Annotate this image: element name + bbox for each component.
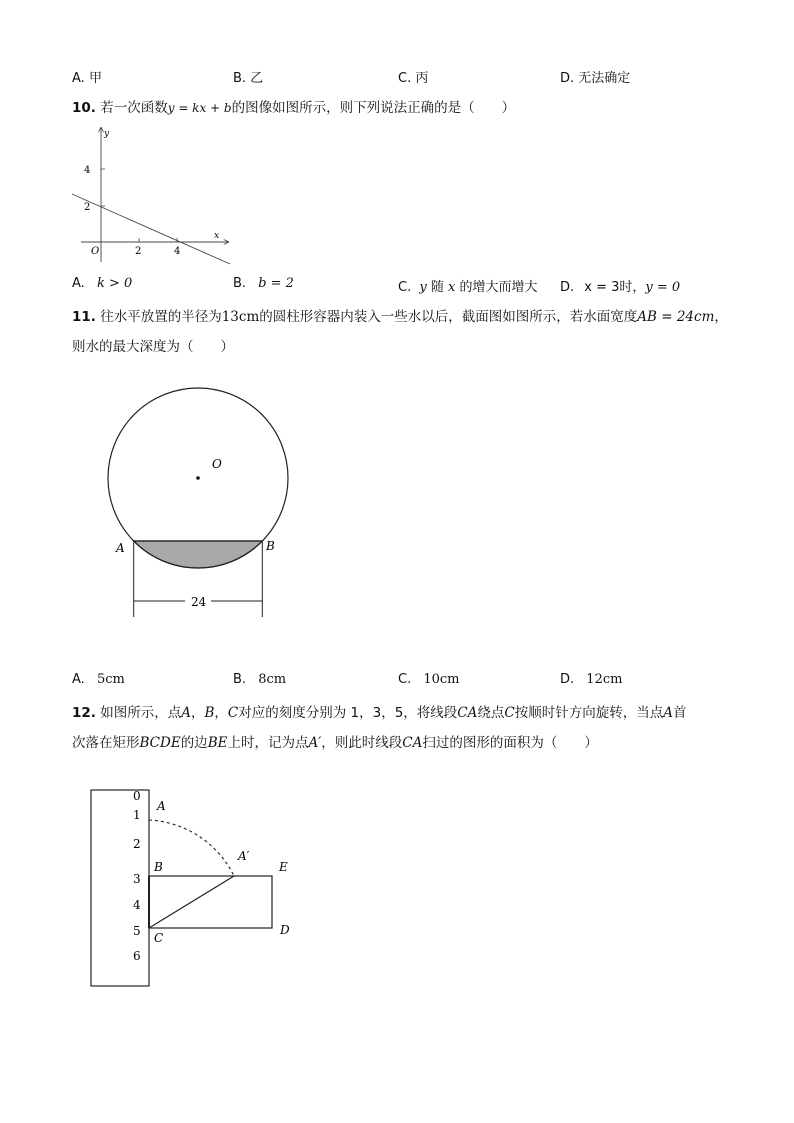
question-number: 11. xyxy=(72,309,96,325)
point-d-label: D xyxy=(280,923,290,937)
q9-option-c xyxy=(398,67,428,86)
option-var: y xyxy=(419,280,427,295)
q12-text: 次落在矩形 xyxy=(72,735,140,751)
q12-var: B xyxy=(204,705,215,721)
q10-graph xyxy=(66,124,236,269)
segment-ca-prime xyxy=(149,876,234,928)
option-label: B. xyxy=(233,672,247,687)
option-text: 5cm xyxy=(96,672,125,687)
q12-text: 的边 xyxy=(180,735,208,751)
x-tick-4: 4 xyxy=(174,246,181,257)
option-label: C. xyxy=(398,672,412,687)
option-text: k > 0 xyxy=(96,276,133,291)
q9-option-b xyxy=(233,67,263,86)
option-label: D. xyxy=(560,71,575,86)
center-point xyxy=(196,476,200,480)
point-b-label: B xyxy=(154,860,163,874)
option-text: 丙 xyxy=(415,71,429,86)
q12-var: C xyxy=(504,705,515,721)
q9-option-a xyxy=(72,67,102,86)
q12-var: A xyxy=(663,705,673,721)
option-var: x xyxy=(448,280,456,295)
option-text: 无法确定 xyxy=(578,71,631,86)
q11-text: 的圆柱形容器内装入一些水以后，截面图如图所示，若水面宽度 xyxy=(259,309,638,325)
q10-text-before: 若一次函数 xyxy=(100,100,168,116)
q12-text: 如图所示，点 xyxy=(100,705,182,721)
origin-label: O xyxy=(91,246,100,257)
q11-option-c xyxy=(398,672,460,687)
q12-var: BE xyxy=(207,735,228,751)
option-label: B. xyxy=(233,276,247,291)
q12-text: ，则此时线段 xyxy=(321,735,403,751)
option-text: 10cm xyxy=(423,672,460,687)
q11-text: 往水平放置的半径为 xyxy=(100,309,222,325)
option-label: D. xyxy=(560,280,575,295)
option-label: A. xyxy=(72,672,85,687)
q12-text: 绕点 xyxy=(477,705,505,721)
q12-var: CA xyxy=(402,735,423,751)
option-label: D. xyxy=(560,672,575,687)
ruler-tick-1: 1 xyxy=(133,808,141,822)
q12-var: A′ xyxy=(308,735,322,751)
option-text: b = 2 xyxy=(258,276,294,291)
q11-option-a xyxy=(72,672,125,687)
point-a-label: A xyxy=(116,541,125,555)
q10-option-d xyxy=(560,276,680,295)
q12-stem-line2 xyxy=(72,733,598,753)
q12-stem-line1 xyxy=(72,703,686,723)
q11-radius: 13cm xyxy=(221,309,260,325)
q10-option-b xyxy=(233,276,294,291)
q11-width-expr: AB = 24cm xyxy=(637,309,715,325)
q11-stem-line1 xyxy=(72,307,728,327)
point-e-label: E xyxy=(279,860,288,874)
option-label: B. xyxy=(233,71,247,86)
ruler-tick-2: 2 xyxy=(133,837,141,851)
option-label: C. xyxy=(398,280,412,295)
x-tick-2: 2 xyxy=(135,246,142,257)
q12-text: 上时，记为点 xyxy=(227,735,309,751)
point-c-label: C xyxy=(154,931,164,945)
x-axis-label: x xyxy=(214,231,220,241)
point-b-label: B xyxy=(266,539,275,553)
q12-text: 扫过的图形的面积为（ ） xyxy=(422,735,598,751)
ruler-tick-5: 5 xyxy=(133,924,141,938)
option-text: 12cm xyxy=(586,672,623,687)
option-text: y = 0 xyxy=(645,280,681,295)
option-text: x = 3时， xyxy=(584,280,646,295)
point-a-prime-label: A′ xyxy=(238,849,250,863)
q11-stem-line2: 则水的最大深度为（ ） xyxy=(72,339,234,355)
y-tick-4: 4 xyxy=(84,165,91,176)
q11-figure xyxy=(100,376,300,626)
question-number: 10. xyxy=(72,100,96,116)
center-label: O xyxy=(212,457,222,471)
option-label: A. xyxy=(72,71,85,86)
point-a-label: A xyxy=(157,799,166,813)
ruler-tick-3: 3 xyxy=(133,872,141,886)
q10-text-after: 的图像如图所示，则下列说法正确的是（ ） xyxy=(231,100,516,116)
ruler-tick-6: 6 xyxy=(133,949,141,963)
q12-text: 首 xyxy=(672,705,687,721)
q9-option-d xyxy=(560,67,630,86)
q11-option-d xyxy=(560,672,622,687)
q12-var: A xyxy=(181,705,191,721)
option-label: A. xyxy=(72,276,85,291)
y-tick-2: 2 xyxy=(84,202,91,213)
q10-option-a xyxy=(72,276,132,291)
option-text: 的增大而增大 xyxy=(459,280,538,295)
q12-text: 按顺时针方向旋转，当点 xyxy=(514,705,664,721)
option-text: 随 xyxy=(430,280,444,295)
q12-figure xyxy=(84,782,304,992)
dimension-label: 24 xyxy=(191,595,207,609)
q12-text: 对应的刻度分别为 1，3，5，将线段 xyxy=(238,705,458,721)
ruler-tick-0: 0 xyxy=(133,789,141,803)
q12-var: C xyxy=(227,705,239,721)
q10-option-c xyxy=(398,276,538,295)
question-number: 12. xyxy=(72,705,96,721)
q11-option-b xyxy=(233,672,286,687)
ruler-tick-4: 4 xyxy=(133,898,141,912)
water-segment xyxy=(134,541,263,568)
option-text: 乙 xyxy=(250,71,264,86)
q10-stem xyxy=(72,98,515,118)
q10-formula: y = kx + b xyxy=(167,101,232,115)
option-text: 8cm xyxy=(258,672,287,687)
q11-text: ， xyxy=(714,309,728,325)
y-axis-label: y xyxy=(104,129,110,139)
q12-text: ， xyxy=(190,705,205,721)
option-label: C. xyxy=(398,71,412,86)
q12-var: CA xyxy=(457,705,478,721)
q12-text: ， xyxy=(214,705,228,721)
option-text: 甲 xyxy=(88,71,102,86)
q12-var: BCDE xyxy=(139,735,181,751)
rectangle-bcde xyxy=(149,876,272,928)
